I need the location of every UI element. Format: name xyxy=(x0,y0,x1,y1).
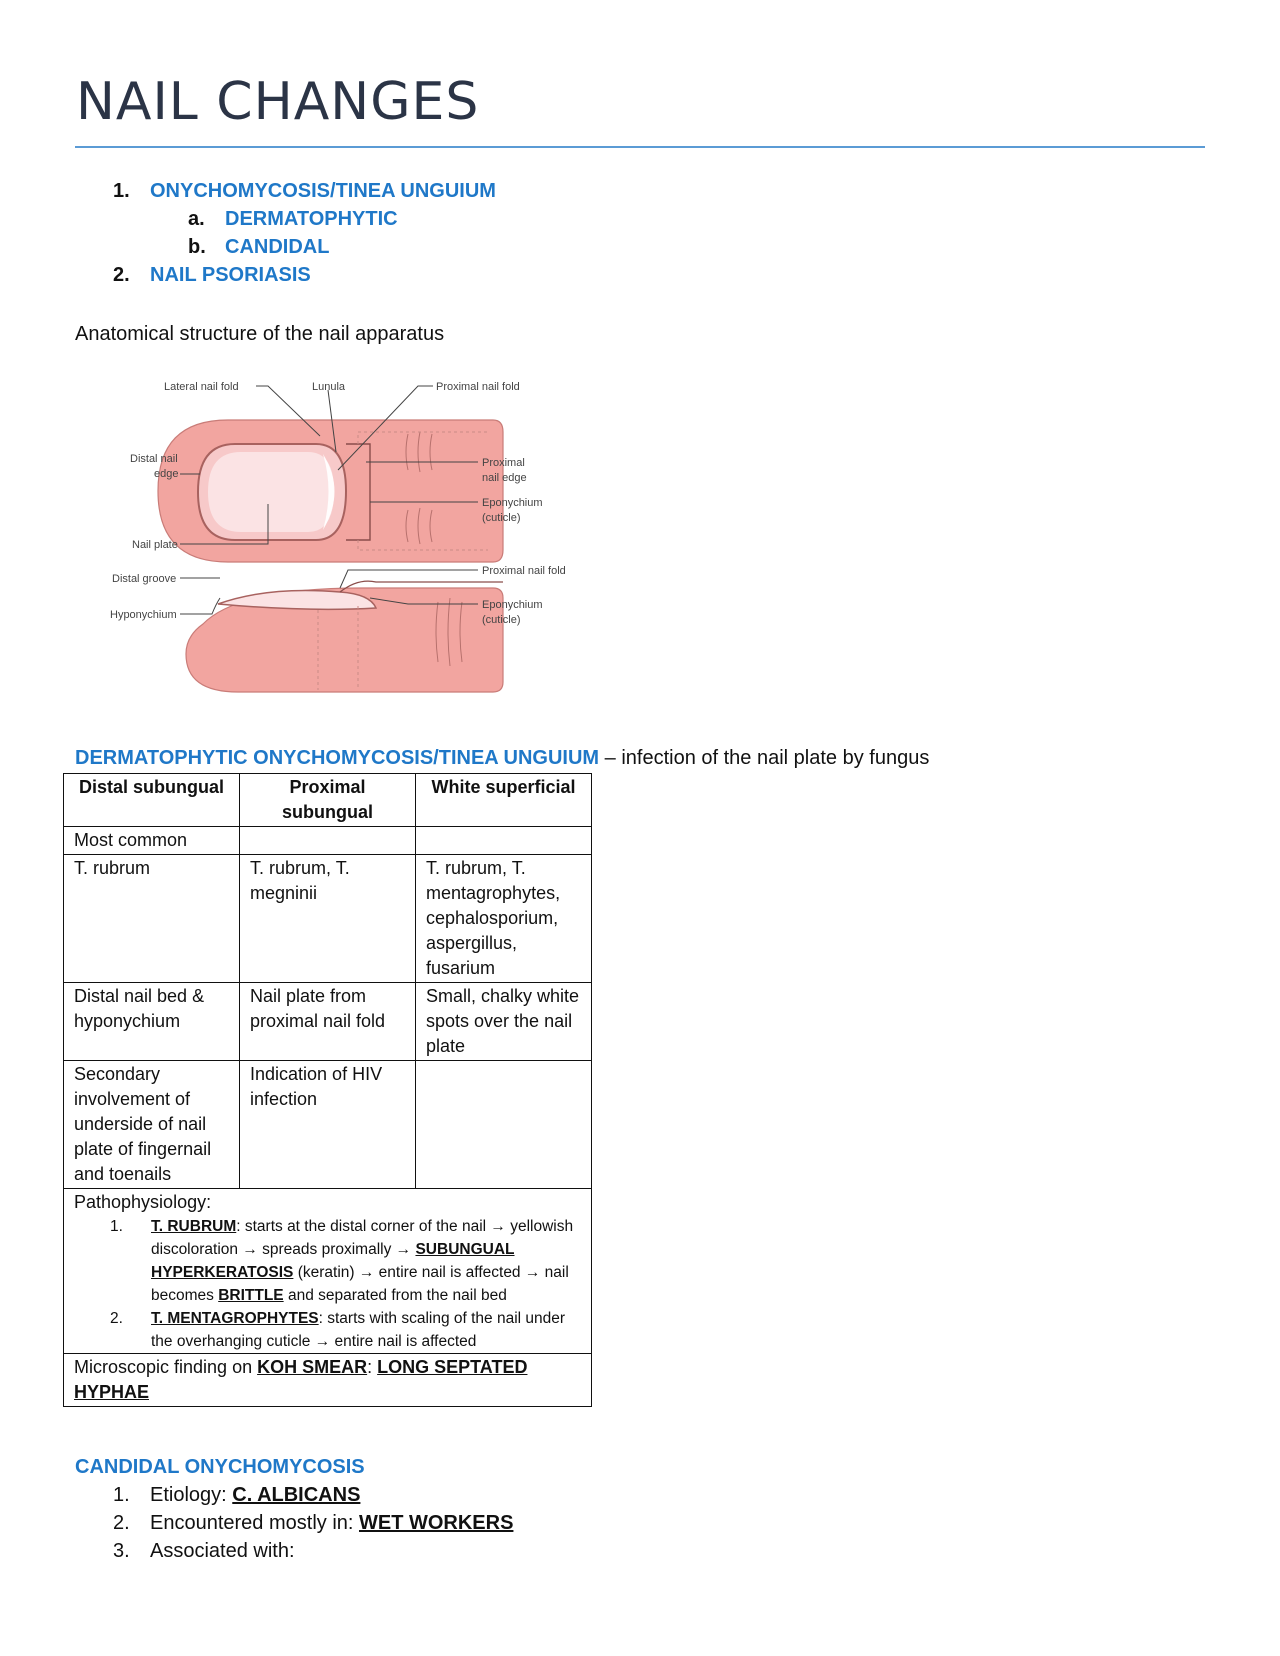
table-row xyxy=(64,827,592,855)
label-proximal-nail-fold-bottom: Proximal nail fold xyxy=(482,565,566,577)
item-value: C. ALBICANS xyxy=(232,1484,361,1506)
table-cell: T. rubrum, T. megninii xyxy=(240,855,416,983)
microscopy-colon: : xyxy=(367,1357,378,1377)
table-cell: Distal nail bed & hyponychium xyxy=(64,983,240,1061)
pathophysiology-row xyxy=(64,1189,592,1354)
pathophysiology-item-1 xyxy=(74,1215,581,1307)
page-title: NAIL CHANGES xyxy=(76,72,480,132)
label-proximal-nail-edge-2: nail edge xyxy=(482,472,527,484)
outline-label: DERMATOPHYTIC xyxy=(225,208,398,230)
dermatophytic-heading-title: DERMATOPHYTIC ONYCHOMYCOSIS/TINEA UNGUIUM xyxy=(75,747,600,769)
table-header-cell: Distal subungual xyxy=(64,774,240,827)
table-cell: Nail plate from proximal nail fold xyxy=(240,983,416,1061)
nail-surface xyxy=(208,452,334,532)
koh-smear-term: KOH SMEAR xyxy=(257,1357,368,1377)
table-cell: Secondary involvement of underside of nail plate of fingernail and toenails xyxy=(64,1061,240,1189)
outline-number: 1. xyxy=(113,180,130,202)
label-distal-nail-edge-2: edge xyxy=(154,468,179,480)
label-lunula: Lunula xyxy=(312,381,346,393)
label-proximal-nail-edge-1: Proximal xyxy=(482,457,525,469)
key-term: T. RUBRUM xyxy=(151,1218,237,1235)
label-eponychium-top-2: (cuticle) xyxy=(482,512,521,524)
item-text: and separated from the nail bed xyxy=(283,1287,507,1304)
pathophysiology-label: Pathophysiology: xyxy=(74,1192,212,1212)
table-header-cell: White superficial xyxy=(416,774,592,827)
outline-number: b. xyxy=(188,236,206,258)
item-label-group xyxy=(150,1512,513,1535)
nail-anatomy-diagram xyxy=(108,381,628,712)
microscopy-cell xyxy=(64,1354,592,1407)
outline-label: ONYCHOMYCOSIS/TINEA UNGUIUM xyxy=(150,180,496,202)
item-label-group xyxy=(150,1484,360,1507)
label-hyponychium: Hyponychium xyxy=(110,609,177,621)
list-number: 2. xyxy=(110,1310,123,1327)
table-header-row xyxy=(64,774,592,827)
microscopy-prefix: Microscopic finding on xyxy=(74,1357,258,1377)
outline-number: a. xyxy=(188,208,205,230)
key-term: SUBUNGUAL HYPERKERATOSIS xyxy=(151,1241,515,1281)
list-number: 2. xyxy=(113,1512,130,1534)
dermatophytic-heading xyxy=(75,747,929,770)
label-nail-plate: Nail plate xyxy=(132,539,178,551)
candidal-heading: CANDIDAL ONYCHOMYCOSIS xyxy=(75,1456,365,1478)
dermatophytic-table xyxy=(63,773,592,1407)
table-cell xyxy=(240,827,416,855)
table-row xyxy=(64,855,592,983)
table-row xyxy=(64,1061,592,1189)
pathophysiology-list xyxy=(74,1215,581,1353)
microscopy-row xyxy=(64,1354,592,1407)
item-label: Associated with: xyxy=(150,1540,295,1562)
outline-label: NAIL PSORIASIS xyxy=(150,264,311,286)
list-number: 3. xyxy=(113,1540,130,1562)
key-term: BRITTLE xyxy=(218,1287,284,1304)
microscopy-result: LONG SEPTATED HYPHAE xyxy=(74,1357,528,1402)
table-row xyxy=(64,983,592,1061)
item-text: : starts at the distal corner of the nail → yellowish discoloration → spreads proximally → xyxy=(151,1218,574,1258)
table-header-cell: Proximal subungual xyxy=(240,774,416,827)
pathophysiology-cell xyxy=(64,1189,592,1354)
table-cell: Small, chalky white spots over the nail plate xyxy=(416,983,592,1061)
table-cell: T. rubrum, T. mentagrophytes, cephalosporium, aspergillus, fusarium xyxy=(416,855,592,983)
nail-plate-side xyxy=(218,591,376,610)
label-distal-nail-edge-1: Distal nail xyxy=(130,453,178,465)
item-text: : starts with scaling of the nail under the overhanging cuticle → entire nail is affected xyxy=(151,1310,566,1350)
table-cell: Indication of HIV infection xyxy=(240,1061,416,1189)
table-cell: T. rubrum xyxy=(64,855,240,983)
key-term: T. MENTAGROPHYTES xyxy=(151,1310,319,1327)
dermatophytic-heading-suffix: – infection of the nail plate by fungus xyxy=(599,747,930,769)
item-label: Encountered mostly in: xyxy=(150,1512,359,1534)
table-cell: Most common xyxy=(64,827,240,855)
label-distal-groove: Distal groove xyxy=(112,573,177,585)
label-proximal-nail-fold-top: Proximal nail fold xyxy=(436,381,520,393)
label-eponychium-top-1: Eponychium xyxy=(482,497,543,509)
outline-number: 2. xyxy=(113,264,130,286)
outline-label: CANDIDAL xyxy=(225,236,330,258)
item-text: (keratin) → entire nail is affected → nail becomes xyxy=(151,1264,569,1304)
item-label: Etiology: xyxy=(150,1484,233,1506)
label-eponychium-bottom-2: (cuticle) xyxy=(482,614,521,626)
title-divider xyxy=(75,146,1205,148)
list-number: 1. xyxy=(113,1484,130,1506)
list-number: 1. xyxy=(110,1218,123,1235)
label-lateral-nail-fold: Lateral nail fold xyxy=(164,381,239,393)
item-value: WET WORKERS xyxy=(359,1512,514,1534)
table-cell xyxy=(416,1061,592,1189)
table-cell xyxy=(416,827,592,855)
intro-text: Anatomical structure of the nail apparatus xyxy=(75,323,445,345)
label-eponychium-bottom-1: Eponychium xyxy=(482,599,543,611)
pathophysiology-item-2 xyxy=(74,1307,581,1353)
